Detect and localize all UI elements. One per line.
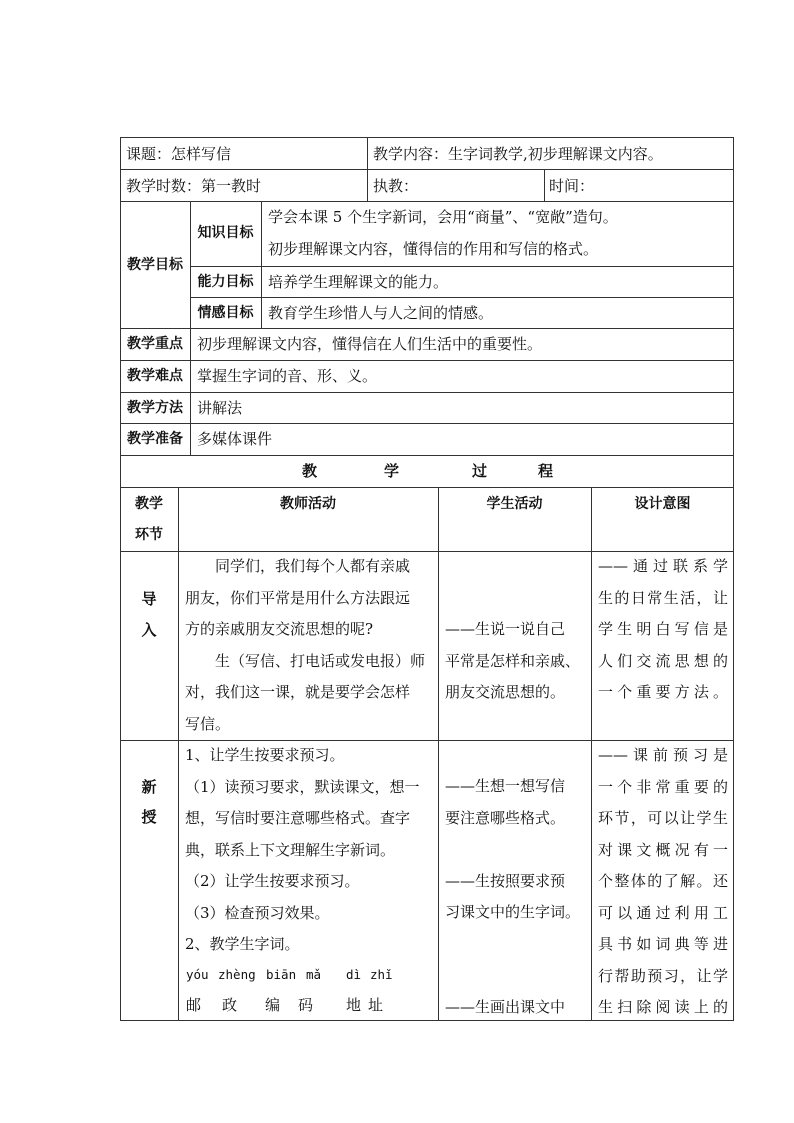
teaching-period: 教学时数：第一教时 (126, 177, 262, 195)
teacher-field: 执教： (373, 177, 419, 195)
new-student-activity (445, 771, 585, 1023)
col-header-intent: 设计意图 (634, 496, 691, 512)
text-line: 要注意哪些格式。 (445, 808, 566, 827)
text-line (445, 834, 585, 866)
text-line: 生（写信、打电话或发电报）师 (185, 651, 426, 670)
new-design-intent (598, 740, 728, 1024)
vocab-char: 址 (368, 996, 384, 1014)
row-divider (120, 487, 734, 488)
pinyin: biān (266, 967, 297, 982)
process-title-char: 学 (384, 462, 400, 480)
col-divider (178, 487, 179, 1021)
text-line: 一个非常重要的 (598, 777, 728, 796)
row-divider (120, 169, 734, 170)
text-line: 环节，可以让学生 (598, 809, 728, 827)
difficulty-text: 掌握生字词的音、形、义。 (197, 367, 378, 385)
prep-label: 教学准备 (127, 431, 183, 447)
vocab-char: 编 (265, 996, 281, 1014)
text-line: 2、教学生字词。 (185, 935, 300, 953)
col-divider (190, 328, 191, 455)
text-line: ——生按照要求预 (445, 871, 566, 890)
process-title-char: 过 (472, 462, 488, 480)
ability-goal-label: 能力目标 (197, 274, 254, 290)
focus-text: 初步理解课文内容，懂得信在人们生活中的重要性。 (197, 335, 543, 353)
vocab-char: 邮 (186, 996, 202, 1014)
knowledge-goal-line-1: 学会本课 5 个生字新词，会用“商量”、“宽敞”造句。 (268, 208, 618, 226)
text-line: （1）读预习要求，默读课文，想一 (185, 777, 420, 796)
text-line: ——生说一说自己 (445, 620, 566, 638)
pinyin: zhǐ (370, 967, 393, 982)
text-line: 一个重要方法。 (598, 683, 728, 701)
stage-intro: 入 (141, 621, 157, 639)
stage-intro: 导 (141, 590, 157, 608)
text-line: 对，我们这一课，就是要学会怎样 (185, 683, 411, 701)
col-divider (544, 169, 545, 201)
text-line: ——通过联系学 (598, 557, 728, 575)
text-line: 同学们，我们每个人都有亲戚 (185, 557, 411, 575)
text-line: （3）检查预习效果。 (185, 903, 330, 922)
col-divider (367, 137, 368, 201)
text-line: ——生想一想写信 (445, 777, 566, 795)
stage-new: 新 (141, 778, 157, 796)
text-line: 生的日常生活，让 (598, 588, 728, 607)
text-line: 人们交流思想的 (598, 651, 728, 670)
text-line: 朋友，你们平常是用什么方法跟远 (185, 588, 411, 607)
process-title-char: 程 (538, 462, 554, 480)
text-line: 对课文概况有一 (598, 840, 728, 859)
lesson-content: 教学内容：生字词教学,初步理解课文内容。 (373, 145, 663, 163)
pinyin: mǎ (306, 967, 322, 982)
goals-label: 教学目标 (127, 257, 183, 273)
intro-design-intent (598, 551, 728, 709)
vocab-char: 政 (222, 996, 238, 1014)
prep-text: 多媒体课件 (197, 430, 273, 448)
new-teacher-activity (185, 740, 433, 961)
text-line: 典，联系上下文理解生字新词。 (185, 840, 396, 859)
knowledge-goal-line-2: 初步理解课文内容，懂得信的作用和写信的格式。 (268, 240, 599, 258)
text-line: ——课前预习是 (598, 746, 728, 764)
time-field: 时间： (549, 177, 595, 195)
text-line: 方的亲戚朋友交流思想的呢? (185, 620, 374, 638)
col-header-student: 学生活动 (486, 496, 543, 512)
text-line: 个整体的了解。还 (598, 872, 728, 890)
text-line: 习课文中的生字词。 (445, 903, 581, 921)
col-header-stage: 环节 (135, 527, 163, 543)
vocab-char: 地 (346, 996, 362, 1014)
method-label: 教学方法 (127, 400, 183, 416)
method-text: 讲解法 (197, 399, 243, 417)
difficulty-label: 教学难点 (127, 368, 183, 384)
row-divider (120, 455, 734, 456)
text-line: 行帮助预习，让学 (598, 966, 728, 985)
pinyin: zhèng (218, 967, 256, 982)
knowledge-goal-label: 知识目标 (197, 225, 254, 241)
vocab-char: 码 (298, 996, 314, 1014)
text-line: 朋友交流思想的。 (445, 683, 566, 701)
stage-new: 授 (141, 808, 157, 826)
text-line: 生扫除阅读上的 (598, 998, 728, 1016)
text-line: 学生明白写信是 (598, 620, 728, 638)
pinyin: dì (346, 967, 362, 982)
text-line: 平常是怎样和亲戚、 (445, 651, 581, 670)
lesson-topic: 课题：怎样写信 (126, 145, 232, 163)
text-line: 1、让学生按要求预习。 (185, 746, 345, 764)
text-line: ——生画出课文中 (445, 997, 566, 1016)
focus-label: 教学重点 (127, 336, 183, 352)
col-divider (438, 487, 439, 1021)
emotion-goal-label: 情感目标 (197, 305, 254, 321)
pinyin: yóu (186, 967, 209, 982)
col-divider (591, 487, 592, 1021)
intro-student-activity (445, 614, 585, 709)
text-line: （2）让学生按要求预习。 (185, 872, 360, 890)
emotion-goal: 教育学生珍惜人与人之间的情感。 (268, 304, 494, 322)
text-line (445, 929, 585, 961)
process-title-char: 教 (302, 462, 318, 480)
col-divider (261, 201, 262, 328)
text-line: 具书如词典等进 (598, 935, 728, 953)
text-line: 写信。 (185, 714, 231, 733)
text-line: 想，写信时要注意哪些格式。查字 (185, 809, 411, 827)
col-header-stage: 教学 (135, 496, 163, 512)
intro-teacher-activity (185, 551, 433, 740)
text-line (445, 960, 585, 992)
col-header-teacher: 教师活动 (280, 496, 336, 512)
ability-goal: 培养学生理解课文的能力。 (268, 273, 449, 291)
text-line: 可以通过利用工 (598, 903, 728, 922)
